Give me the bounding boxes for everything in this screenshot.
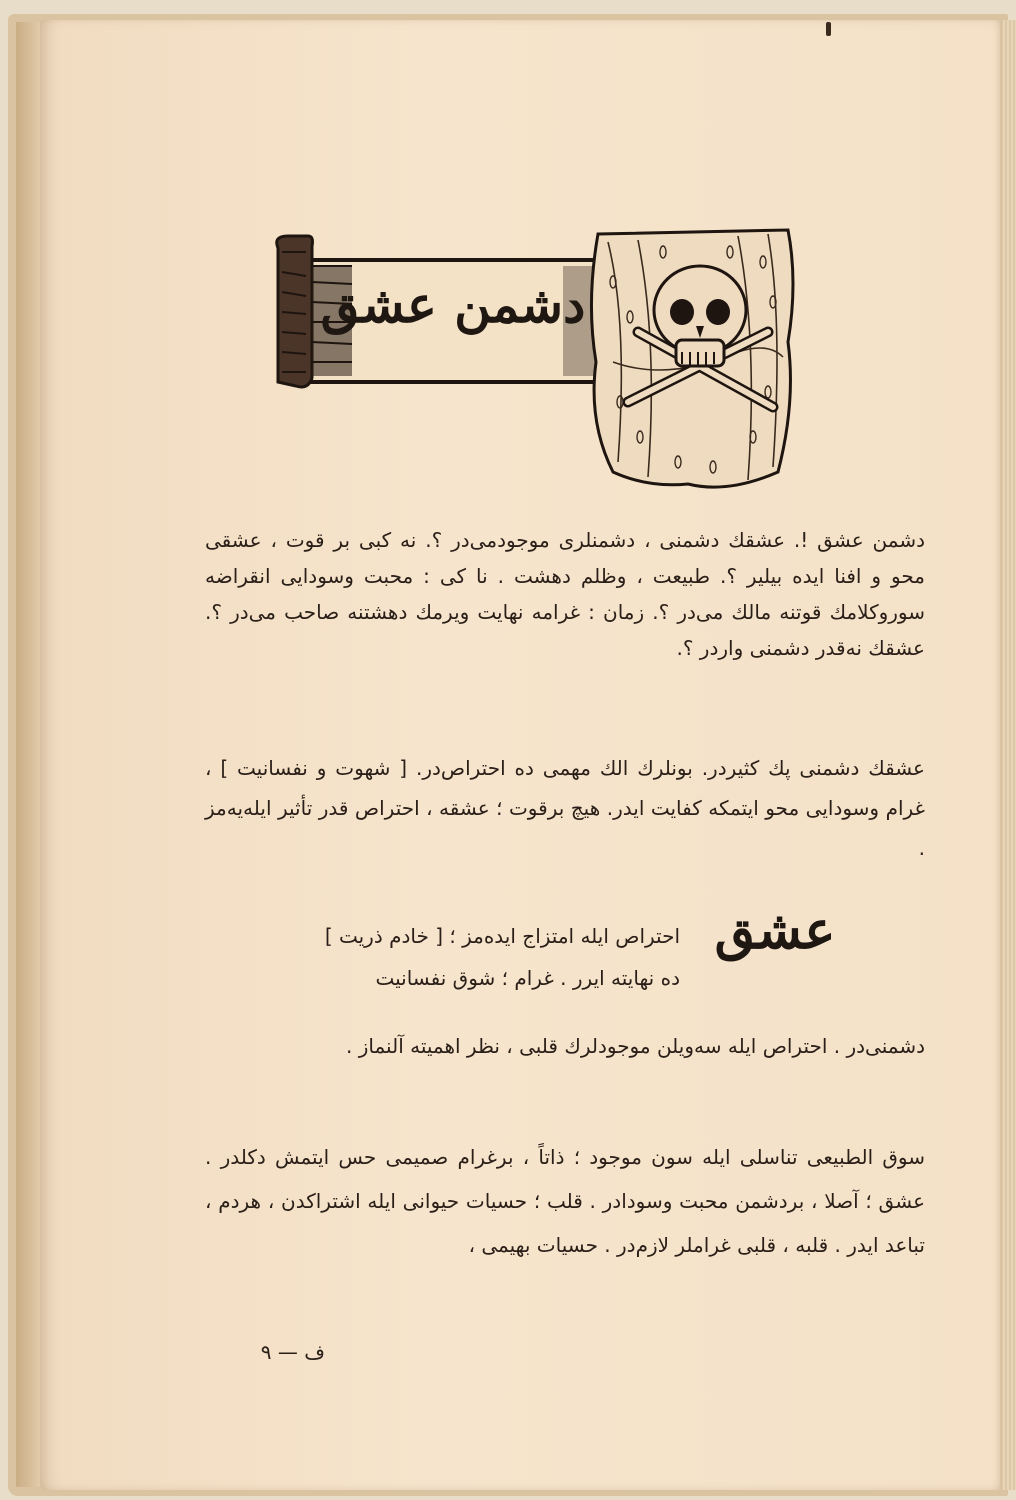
skull-cloth-icon bbox=[591, 230, 793, 487]
paragraph-4 bbox=[205, 1135, 925, 1267]
paragraph-text: عشقك دشمنى پك كثيردر. بونلرك الك مهمى ده احتراص‌در. [ شهوت و نفسانيت ] ، غرام وسودايى محو ايتمكه كفايت ايدر. هيچ برقوت ؛ عشقه ، احتراص قدر تأثير ايله‌يه‌مز . bbox=[205, 756, 925, 860]
paragraph-2 bbox=[205, 748, 925, 868]
side-line: احتراص ايله امتزاج ايده‌مز ؛ [ خادم ذريت ] bbox=[324, 924, 680, 948]
paragraph-text: دشمن عشق !. عشقك دشمنى ، دشمنلرى موجودمى‌در ؟. نه كبى بر قوت ، عشقى محو و افنا ايده بيلير ؟. طبيعت ، وظلم دهشت . نا كى : محبت وسودايى انقراضه سوروكلامك قوتنه مالك مى‌در ؟. زمان : غرامه نهايت ويرمك دهشتنه صاحب مى‌در ؟. عشقك نه‌قدر دشمنى واردر ؟. bbox=[205, 528, 925, 660]
paragraph-3 bbox=[205, 1025, 925, 1067]
side-line: ده نهايته ايرر . غرام ؛ شوق نفسانيت bbox=[375, 966, 680, 990]
ink-mark bbox=[826, 22, 831, 36]
paragraph-text: دشمنى‌در . احتراص ايله سه‌ويلن موجودلرك قلبى ، نظر اهميته آلنماز . bbox=[346, 1034, 925, 1058]
page-edge bbox=[1002, 20, 1016, 1490]
title-vignette bbox=[268, 222, 808, 497]
drop-word-side-lines bbox=[205, 915, 680, 999]
chapter-title: دشمن عشق bbox=[320, 275, 586, 334]
paragraph-text: سوق الطبيعى تناسلى ايله سون موجود ؛ ذاتاً ، برغرام صميمى حس ايتمش دكلدر . عشق ؛ آصلا ، بردشمن محبت وسودادر . قلب ؛ حسيات حيوانى ايله اشتراكدن ، هردم ، تباعد ايدر . قلبه ، قلبى غراملر لازم‌در . حسيات بهيمى ، bbox=[205, 1145, 925, 1257]
page-signature: ف — ٩ bbox=[260, 1340, 325, 1364]
paragraph-1 bbox=[205, 522, 925, 666]
drop-word: عشق bbox=[714, 900, 836, 961]
